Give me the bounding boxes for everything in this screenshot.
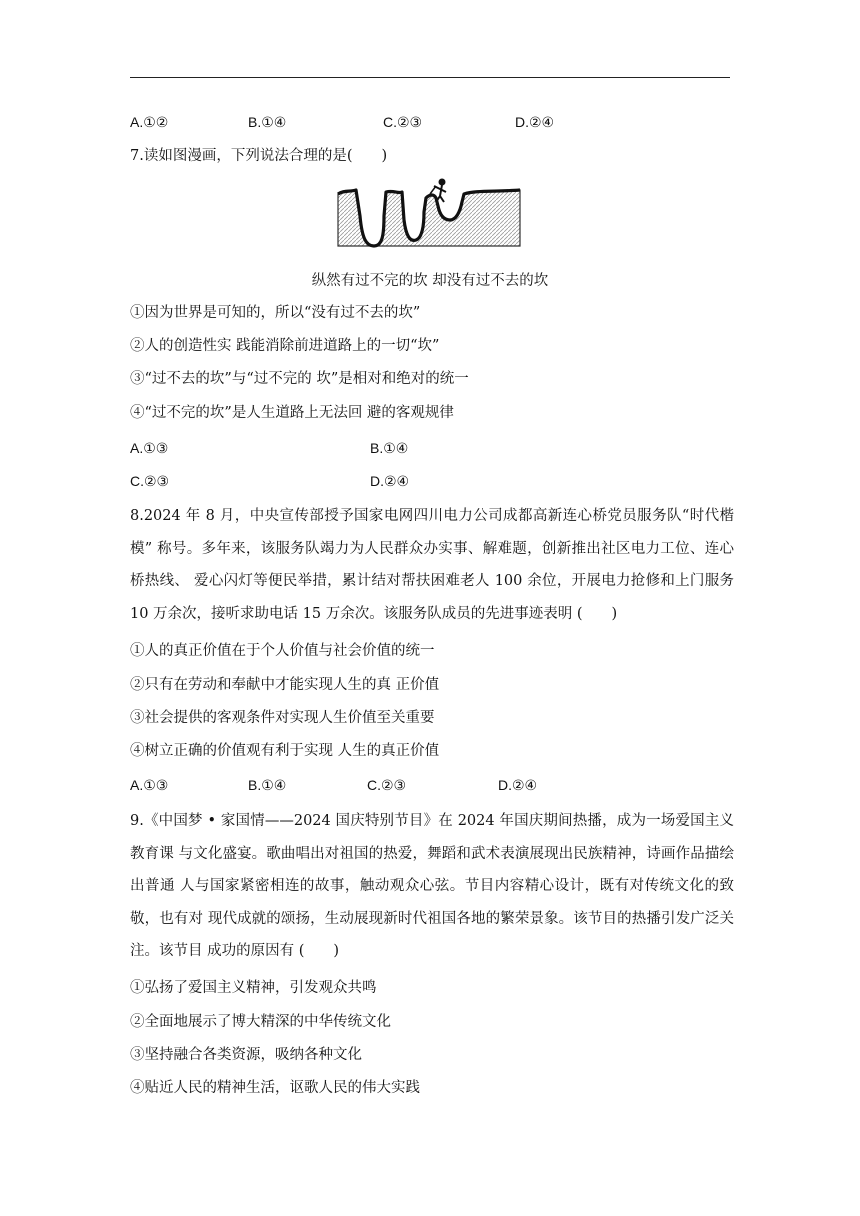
q8-option-a: A.①③: [130, 777, 169, 793]
q7-statement-1: ①因为世界是可知的，所以“没有过不去的坎”: [130, 305, 421, 321]
q8-option-b: B.①④: [248, 777, 287, 793]
option-b: B.①④: [248, 114, 287, 130]
q8-option-c: C.②③: [367, 777, 407, 793]
q9-statement-3: ③坚持融合各类资源，吸纳各种文化: [130, 1047, 362, 1063]
q7-option-d: D.②④: [370, 473, 410, 489]
option-a: A.①②: [130, 114, 169, 130]
q8-statement-2: ②只有在劳动和奉献中才能实现人生的真 正价值: [130, 677, 440, 693]
cartoon-image: [336, 176, 522, 252]
q9-statement-1: ①弘扬了爱国主义精神，引发观众共鸣: [130, 980, 377, 996]
q7-option-a: A.①③: [130, 440, 169, 456]
header-rule: [130, 77, 730, 78]
q8-statement-4: ④树立正确的价值观有利于实现 人生的真正价值: [130, 743, 440, 759]
q9-statement-4: ④贴近人民的精神生活，讴歌人民的伟大实践: [130, 1080, 420, 1096]
q8-stem: 8.2024 年 8 月，中央宣传部授予国家电网四川电力公司成都高新连心桥党员服务队“时代楷模” 称号。多年来，该服务队竭力为人民群众办实事、解难题，创新推出社区电力工位、连心桥热线、 爱心闪灯等便民举措，累计结对帮扶困难老人 100 余位，开展电力抢修和上门服务 10 万余次，接听求助电话 15 万余次。该服务队成员的先进事迹表明 ( ): [130, 508, 734, 622]
q8-option-d: D.②④: [498, 777, 538, 793]
cartoon-caption: 纵然有过不完的坎 却没有过不去的坎: [311, 273, 549, 289]
q9-statement-2: ②全面地展示了博大精深的中华传统文化: [130, 1014, 391, 1030]
q9-stem: 9.《中国梦 • 家国情——2024 国庆特别节目》在 2024 年国庆期间热播，成为一场爱国主义教育课 与文化盛宴。歌曲唱出对祖国的热爱，舞蹈和武术表演展现出民族精神，诗画作品描绘出普通 人与国家紧密相连的故事，触动观众心弦。节目内容精心设计，既有对传统文化的致敬，也有对 现代成就的颂扬，生动展现新时代祖国各地的繁荣景象。该节目的热播引发广泛关注。该节目 成功的原因有 ( ): [130, 813, 734, 959]
q8-statement-1: ①人的真正价值在于个人价值与社会价值的统一: [130, 643, 435, 659]
q8-statement-3: ③社会提供的客观条件对实现人生价值至关重要: [130, 710, 435, 726]
q7-option-b: B.①④: [370, 440, 409, 456]
q7-statement-4: ④“过不完的坎”是人生道路上无法回 避的客观规律: [130, 405, 454, 421]
option-c: C.②③: [383, 114, 423, 130]
q7-option-c: C.②③: [130, 473, 170, 489]
option-d: D.②④: [515, 114, 555, 130]
q7-stem: 7.读如图漫画，下列说法合理的是( ): [130, 148, 388, 164]
q7-statement-3: ③“过不去的坎”与“过不完的 坎”是相对和绝对的统一: [130, 371, 469, 387]
q7-statement-2: ②人的创造性实 践能消除前进道路上的一切“坎”: [130, 338, 440, 354]
